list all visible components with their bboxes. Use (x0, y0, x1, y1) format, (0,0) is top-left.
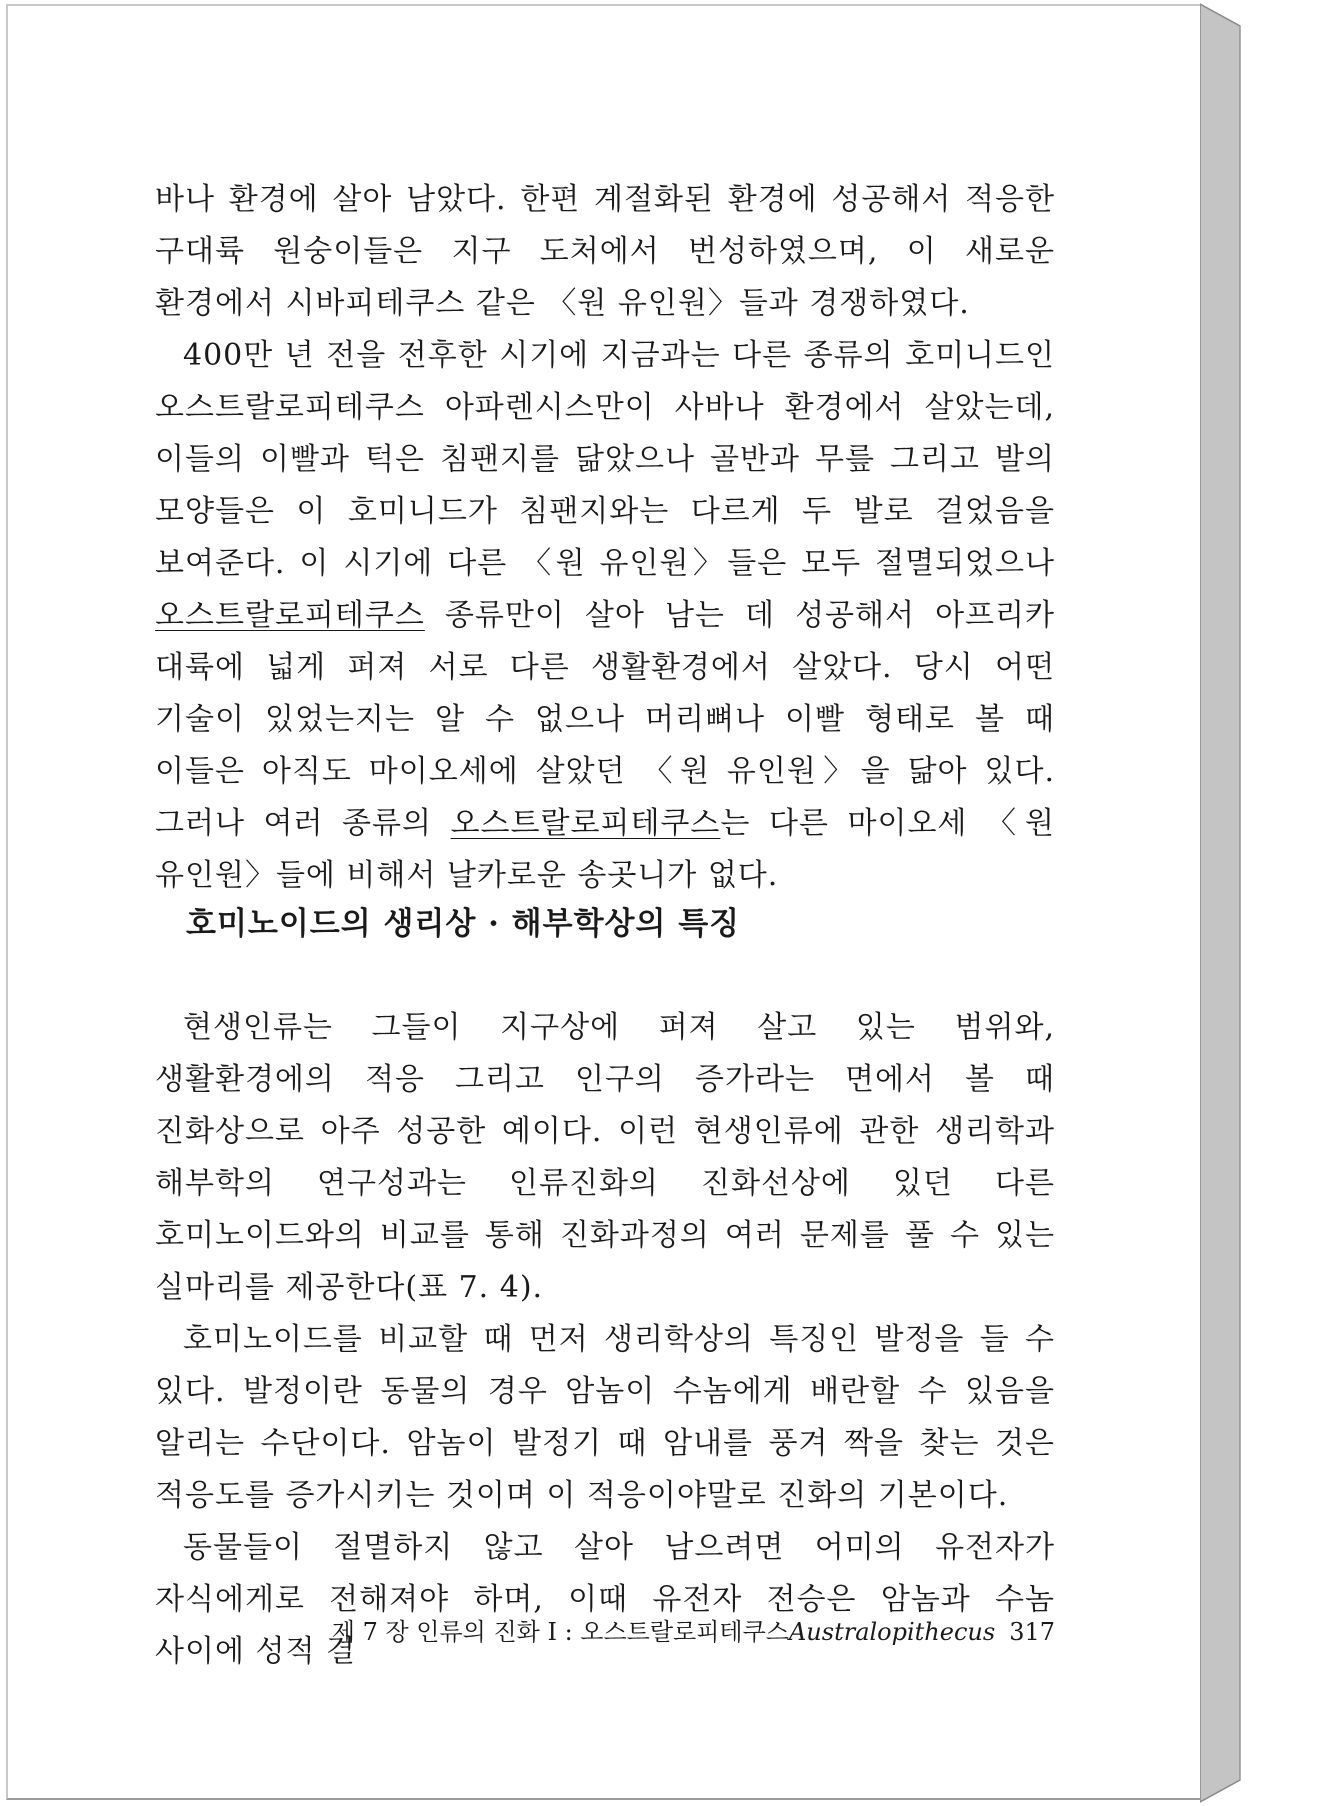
footer-latin-name: Australopithecus (788, 1618, 996, 1646)
paragraph-estrus: 호미노이드를 비교할 때 먼저 생리학상의 특징인 발정을 들 수 있다. 발정이란 동물의 경우 암놈이 수놈에게 배란할 수 있음을 알리는 수단이다. 암놈이 발정기 때 암내를 풍겨 짝을 찾는 것은 적응도를 증가시키는 것이며 이 적응이야말로 진화의 기본이다. (155, 1322, 1055, 1513)
book-edge (1200, 0, 1246, 1806)
underlined-term: 오스트랄로피테쿠스 (155, 598, 425, 633)
underlined-term: 오스트랄로피테쿠스 (450, 806, 721, 841)
paragraph-modern-humans: 현생인류는 그들이 지구상에 퍼져 살고 있는 범위와, 생활환경에의 적응 그리고 인구의 증가라는 면에서 볼 때 진화상으로 아주 성공한 예이다. 이런 현생인류에 관한 생리학과 해부학의 연구성과는 인류진화의 진화선상에 있던 다른 호미노이드와의 비교를 통해 진화과정의 여러 문제를 풀 수 있는 실마리를 제공한다(표 7. 4). (155, 1010, 1055, 1305)
running-footer (330, 1612, 1055, 1647)
section-two (155, 1002, 1055, 1678)
paragraph-text: 종류만이 살아 남는 데 성공해서 아프리카 대륙에 넓게 퍼져 서로 다른 생활환경에서 살았다. 당시 어떤 기술이 있었는지는 알 수 없으나 머리뼈나 이빨 형태로 볼 때 이들은 아직도 마이오세에 살았던 〈원 유인원〉을 닮아 있다. 그러나 여러 종류의 (155, 598, 1055, 841)
paragraph-text: 400만 년 전을 전후한 시기에 지금과는 다른 종류의 호미니드인 오스트랄로피테쿠스 아파렌시스만이 사바나 환경에서 살았는데, 이들의 이빨과 턱은 침팬지를 닮았으나 골반과 무릎 그리고 발의 모양들은 이 호미니드가 침팬지와는 다르게 두 발로 걸었음을 보여준다. 이 시기에 다른 〈원 유인원〉들은 모두 절멸되었으나 (155, 338, 1055, 581)
section-one (155, 174, 1055, 902)
paragraph-australopithecus-afarensis (155, 330, 1055, 902)
paragraph-text: 는 다른 마이오세 〈원 유인원〉들에 비해서 날카로운 송곳니가 없다. (155, 806, 1055, 893)
paragraph-continuation: 바나 환경에 살아 남았다. 한편 계절화된 환경에 성공해서 적응한 구대륙 원숭이들은 지구 도처에서 번성하였으며, 이 새로운 환경에서 시바피테쿠스 같은 〈원 유인원〉들과 경쟁하였다. (155, 182, 1055, 321)
section-heading: 호미노이드의 생리상 · 해부학상의 특징 (186, 906, 741, 942)
page-number: 317 (1009, 1618, 1055, 1646)
paragraph-gene-transmission: 동물들이 절멸하지 않고 살아 남으려면 어미의 유전자가 자식에게로 전해져야 하며, 이때 유전자 전승은 암놈과 수놈 사이에 성적 결 (155, 1530, 1055, 1669)
footer-chapter-title: 제 7 장 인류의 진화 Ⅰ : 오스트랄로피테쿠스 (331, 1618, 789, 1646)
